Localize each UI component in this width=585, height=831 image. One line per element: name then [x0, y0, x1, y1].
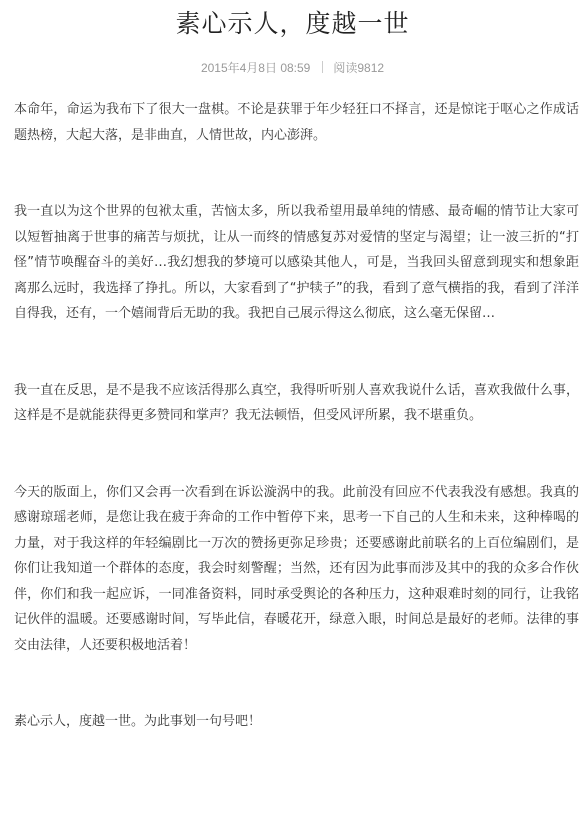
- paragraph-2: 我一直以为这个世界的包袱太重，苦恼太多，所以我希望用最单纯的情感、最奇崛的情节让大家可以短暂抽离于世事的痛苦与烦扰，让从一而终的情感复苏对爱情的坚定与渴望；让一波三折的“打怪”情节唤醒奋斗的美好…我幻想我的梦境可以感染其他人，可是，当我回头留意到现实和想象距离那么远时，我选择了挣扎。所以，大家看到了“护犊子”的我，看到了意气横指的我，看到了洋洋自得我，还有，一个嬉闹背后无助的我。我把自己展示得这么彻底，这么毫无保留…: [14, 204, 579, 321]
- paragraph-spacer: [14, 429, 579, 480]
- paragraph-5: 素心示人，度越一世。为此事划一句号吧！: [14, 714, 262, 729]
- article-body: [14, 97, 579, 735]
- paragraph-3: 我一直在反思，是不是我不应该活得那么真空，我得听听别人喜欢我说什么话，喜欢我做什么事，这样是不是就能获得更多赞同和掌声？我无法顿悟，但受风评所累，我不堪重负。: [14, 382, 579, 423]
- article-meta: [0, 58, 585, 76]
- view-count: 阅读9812: [333, 60, 385, 75]
- paragraph-1: 本命年，命运为我布下了很大一盘棋。不论是获罪于年少轻狂口不择言，还是惊诧于呕心之作成话题热榜，大起大落，是非曲直，人情世故，内心澎湃。: [14, 102, 579, 143]
- meta-divider: [322, 61, 323, 73]
- paragraph-spacer: [14, 658, 579, 709]
- publish-date: 2015年4月8日 08:59: [200, 60, 311, 75]
- paragraph-spacer: [14, 148, 579, 199]
- article-title: 素心示人，度越一世: [175, 9, 410, 38]
- paragraph-4: 今天的版面上，你们又会再一次看到在诉讼漩涡中的我。此前没有回应不代表我没有感想。我真的感谢琼瑶老师，是您让我在疲于奔命的工作中暂停下来，思考一下自己的人生和未来，这种棒喝的力量，对于我这样的年轻编剧比一万次的赞扬更弥足珍贵；还要感谢此前联名的上百位编剧们，是你们让我知道一个群体的态度，我会时刻警醒；当然，还有因为此事而涉及其中的我的众多合作伙伴，你们和我一起应诉，一同准备资料，同时承受舆论的各种压力，这种艰难时刻的同行，让我铭记伙伴的温暖。还要感谢时间，写毕此信，春暖花开，绿意入眼，时间总是最好的老师。法律的事交由法律，人还要积极地活着！: [14, 484, 579, 653]
- paragraph-spacer: [14, 327, 579, 378]
